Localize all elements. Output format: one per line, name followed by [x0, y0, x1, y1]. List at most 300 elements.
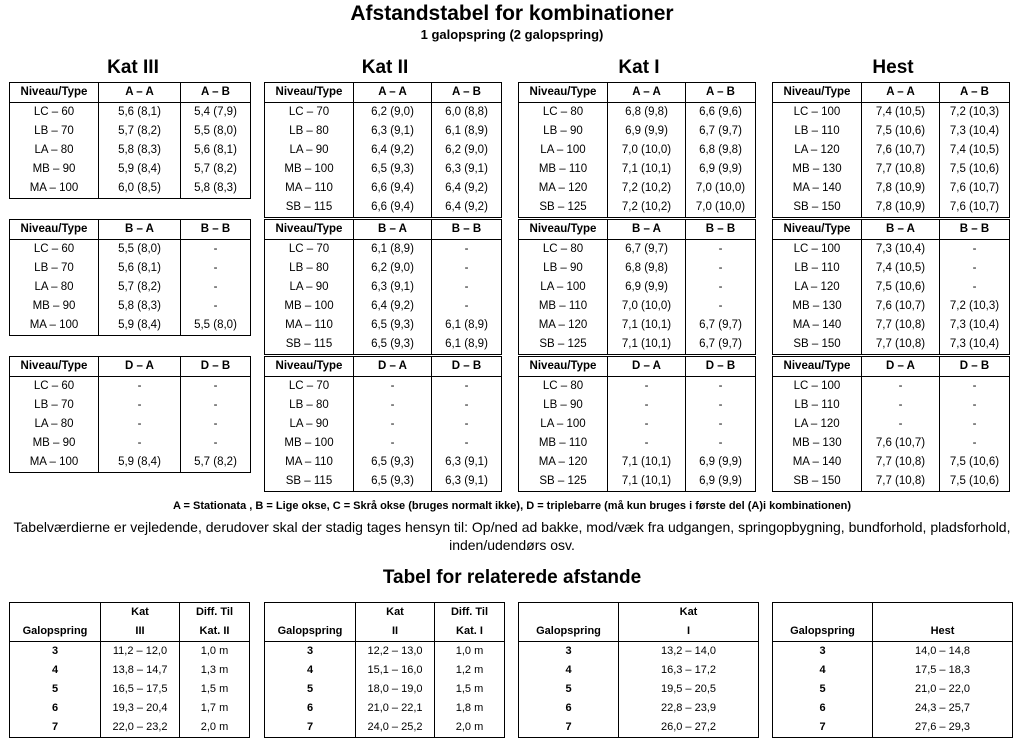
table-row: [773, 335, 1010, 355]
column-header: A – B: [686, 83, 756, 103]
table-cell: LC – 60: [10, 240, 99, 260]
table-cell: LA – 80: [10, 141, 99, 160]
table-cell: -: [608, 377, 686, 397]
table-cell: -: [432, 377, 502, 397]
column-header: D – B: [181, 357, 251, 377]
table-row: [10, 160, 251, 179]
table-cell: MB – 100: [265, 297, 354, 316]
table-cell: -: [432, 240, 502, 260]
table-cell: 1,7 m: [180, 699, 250, 718]
table-cell: 7,2 (10,2): [608, 198, 686, 218]
table-cell: 5,6 (8,1): [99, 103, 181, 123]
table-cell: 1,3 m: [180, 661, 250, 680]
table-row: [773, 160, 1010, 179]
table-row: [265, 453, 502, 472]
table-cell: 16,3 – 17,2: [619, 661, 759, 680]
table-cell: MB – 90: [10, 160, 99, 179]
column-header: Galopspring: [10, 622, 101, 642]
column-header: Niveau/Type: [773, 83, 862, 103]
table-cell: 16,5 – 17,5: [101, 680, 180, 699]
column-header: A – A: [354, 83, 432, 103]
table-cell: 24,0 – 25,2: [356, 718, 435, 738]
table-cell: -: [354, 415, 432, 434]
table-cell: 15,1 – 16,0: [356, 661, 435, 680]
column-header: Diff. Til: [180, 603, 250, 623]
table-cell: -: [354, 396, 432, 415]
table-cell: -: [181, 240, 251, 260]
table-cell: MB – 110: [519, 297, 608, 316]
table-row: [773, 122, 1010, 141]
column-header: Niveau/Type: [519, 220, 608, 240]
related-title: Tabel for relaterede afstande: [382, 567, 642, 588]
table-cell: LB – 90: [519, 122, 608, 141]
table-row: [773, 179, 1010, 198]
column-header: A – A: [99, 83, 181, 103]
table-cell: 7,5 (10,6): [940, 160, 1010, 179]
table-cell: 5,4 (7,9): [181, 103, 251, 123]
table-cell: -: [608, 434, 686, 453]
table-row: [519, 377, 756, 397]
table-cell: MA – 100: [10, 179, 99, 199]
table-row: [773, 680, 1013, 699]
table-cell: -: [99, 415, 181, 434]
table-row: [773, 472, 1010, 492]
table-row: [773, 699, 1013, 718]
table-cell: 6,0 (8,5): [99, 179, 181, 199]
table-cell: 3: [10, 642, 101, 662]
table-cell: 5,8 (8,3): [99, 297, 181, 316]
table-cell: LB – 80: [265, 396, 354, 415]
table-cell: 7,2 (10,3): [940, 297, 1010, 316]
table-cell: 24,3 – 25,7: [873, 699, 1013, 718]
table-row: [10, 680, 250, 699]
table-cell: LC – 80: [519, 240, 608, 260]
table-cell: -: [686, 415, 756, 434]
table-cell: 5: [265, 680, 356, 699]
table-cell: 6,5 (9,3): [354, 316, 432, 335]
table-cell: -: [686, 396, 756, 415]
table-cell: 22,0 – 23,2: [101, 718, 180, 738]
table-row: [519, 160, 756, 179]
column-header: Niveau/Type: [519, 83, 608, 103]
table-cell: -: [686, 240, 756, 260]
table-cell: 26,0 – 27,2: [619, 718, 759, 738]
table-cell: 7,0 (10,0): [686, 179, 756, 198]
table-cell: 5,5 (8,0): [181, 316, 251, 336]
column-header: D – A: [354, 357, 432, 377]
table-cell: 6,2 (9,0): [354, 103, 432, 123]
distance-table: [772, 356, 1010, 492]
table-cell: LC – 70: [265, 103, 354, 123]
column-header: B – A: [354, 220, 432, 240]
table-cell: LC – 60: [10, 377, 99, 397]
table-cell: 7,6 (10,7): [862, 141, 940, 160]
table-row: [265, 259, 502, 278]
table-row: [10, 122, 251, 141]
table-cell: -: [608, 415, 686, 434]
table-cell: 7,7 (10,8): [862, 316, 940, 335]
table-row: [519, 141, 756, 160]
table-cell: 7,5 (10,6): [862, 278, 940, 297]
table-cell: -: [181, 396, 251, 415]
table-cell: 6,0 (8,8): [432, 103, 502, 123]
table-row: [265, 160, 502, 179]
legend-text: A = Stationata , B = Lige okse, C = Skrå okse (bruges normalt ikke), D = triplebarre (må kun bruges i første del (A)i kombinationen): [172, 500, 852, 512]
column-header: Niveau/Type: [773, 220, 862, 240]
table-cell: -: [432, 297, 502, 316]
table-cell: 6,9 (9,9): [686, 472, 756, 492]
table-cell: 3: [265, 642, 356, 662]
related-table-hest: [772, 602, 1013, 738]
table-cell: LA – 120: [773, 141, 862, 160]
distance-table: [518, 82, 756, 218]
table-cell: 21,0 – 22,0: [873, 680, 1013, 699]
table-cell: MA – 110: [265, 316, 354, 335]
table-cell: 6,4 (9,2): [432, 179, 502, 198]
table-cell: 5,8 (8,3): [181, 179, 251, 199]
table-cell: MB – 100: [265, 160, 354, 179]
table-cell: LB – 110: [773, 259, 862, 278]
related-distance-table: [772, 602, 1013, 738]
table-cell: LA – 80: [10, 278, 99, 297]
category-title-kat-i: Kat I: [618, 57, 660, 78]
table-cell: 7: [519, 718, 619, 738]
table-cell: MA – 100: [10, 316, 99, 336]
distance-table: [9, 356, 251, 473]
table-cell: -: [686, 297, 756, 316]
table-cell: MA – 110: [265, 179, 354, 198]
table-cell: 5,6 (8,1): [181, 141, 251, 160]
table-cell: -: [686, 278, 756, 297]
column-header: D – B: [686, 357, 756, 377]
table-row: [265, 103, 502, 123]
table-cell: 7,4 (10,5): [940, 141, 1010, 160]
table-cell: LC – 80: [519, 377, 608, 397]
table-cell: MB – 130: [773, 434, 862, 453]
table-cell: -: [940, 240, 1010, 260]
category-title-hest: Hest: [872, 57, 914, 78]
table-cell: 5,5 (8,0): [181, 122, 251, 141]
table-cell: MA – 140: [773, 179, 862, 198]
column-header: Kat: [356, 603, 435, 623]
related-table-kat-iii: [9, 602, 250, 738]
column-header: B – B: [181, 220, 251, 240]
table-row: [10, 699, 250, 718]
column-header: [265, 603, 356, 623]
table-cell: 7,5 (10,6): [862, 122, 940, 141]
table-row: [519, 198, 756, 218]
distance-table: [9, 82, 251, 199]
column-header: I: [619, 622, 759, 642]
table-cell: 27,6 – 29,3: [873, 718, 1013, 738]
table-cell: 5,5 (8,0): [99, 240, 181, 260]
table-row: [265, 179, 502, 198]
table-row: [773, 141, 1010, 160]
table-cell: 6,4 (9,2): [354, 141, 432, 160]
table-cell: 5,9 (8,4): [99, 316, 181, 336]
table-cell: 6: [773, 699, 873, 718]
table-cell: MA – 120: [519, 316, 608, 335]
table-cell: 6,2 (9,0): [432, 141, 502, 160]
table-cell: SB – 150: [773, 472, 862, 492]
table-row: [265, 396, 502, 415]
table-cell: MA – 110: [265, 453, 354, 472]
table-row: [519, 472, 756, 492]
table-cell: 2,0 m: [180, 718, 250, 738]
table-row: [519, 297, 756, 316]
column-header: Kat. II: [180, 622, 250, 642]
column-header: A – B: [181, 83, 251, 103]
table-cell: 6,5 (9,3): [354, 335, 432, 355]
table-cell: MA – 120: [519, 453, 608, 472]
table-cell: 12,2 – 13,0: [356, 642, 435, 662]
table-row: [773, 198, 1010, 218]
table-row: [10, 278, 251, 297]
table-cell: LA – 90: [265, 141, 354, 160]
column-header: Niveau/Type: [265, 220, 354, 240]
table-cell: 6,4 (9,2): [432, 198, 502, 218]
distance-tables-kat-i: [518, 82, 756, 492]
table-cell: 6,4 (9,2): [354, 297, 432, 316]
table-cell: 18,0 – 19,0: [356, 680, 435, 699]
table-row: [773, 259, 1010, 278]
table-cell: 1,2 m: [435, 661, 505, 680]
related-table-kat-i: [518, 602, 759, 738]
table-cell: 7,3 (10,4): [940, 316, 1010, 335]
table-row: [265, 642, 505, 662]
table-cell: LA – 100: [519, 278, 608, 297]
table-row: [773, 415, 1010, 434]
table-cell: 6,8 (9,8): [608, 103, 686, 123]
table-row: [773, 297, 1010, 316]
table-row: [519, 642, 759, 662]
table-cell: LC – 100: [773, 240, 862, 260]
table-cell: LA – 120: [773, 278, 862, 297]
table-cell: 6,8 (9,8): [608, 259, 686, 278]
table-row: [265, 240, 502, 260]
table-cell: 3: [519, 642, 619, 662]
table-cell: 6,3 (9,1): [354, 122, 432, 141]
table-cell: 5,7 (8,2): [181, 453, 251, 473]
table-cell: MA – 140: [773, 453, 862, 472]
table-cell: 5,8 (8,3): [99, 141, 181, 160]
category-title-kat-iii: Kat III: [107, 57, 159, 78]
table-cell: 7,8 (10,9): [862, 179, 940, 198]
table-row: [519, 259, 756, 278]
table-cell: LC – 100: [773, 377, 862, 397]
distance-tables-kat-iii: [9, 82, 251, 473]
table-row: [10, 240, 251, 260]
table-cell: LB – 90: [519, 259, 608, 278]
table-cell: LB – 80: [265, 122, 354, 141]
table-cell: SB – 115: [265, 335, 354, 355]
related-distance-table: [518, 602, 759, 738]
table-cell: 6,8 (9,8): [686, 141, 756, 160]
column-header: Niveau/Type: [773, 357, 862, 377]
table-cell: 6,5 (9,3): [354, 160, 432, 179]
table-cell: MB – 90: [10, 297, 99, 316]
distance-table: [264, 219, 502, 355]
table-cell: 5,7 (8,2): [181, 160, 251, 179]
table-row: [10, 316, 251, 336]
table-cell: MB – 110: [519, 434, 608, 453]
table-row: [10, 377, 251, 397]
table-cell: 7,1 (10,1): [608, 335, 686, 355]
table-cell: 6: [10, 699, 101, 718]
table-row: [773, 642, 1013, 662]
table-cell: 6,6 (9,4): [354, 179, 432, 198]
column-header: Niveau/Type: [265, 357, 354, 377]
table-row: [10, 415, 251, 434]
table-cell: 7,2 (10,3): [940, 103, 1010, 123]
column-header: Kat: [101, 603, 180, 623]
table-cell: 6,1 (8,9): [354, 240, 432, 260]
table-row: [10, 141, 251, 160]
table-cell: -: [686, 259, 756, 278]
table-cell: -: [181, 278, 251, 297]
table-row: [265, 472, 502, 492]
column-header: Kat: [619, 603, 759, 623]
table-row: [10, 434, 251, 453]
table-cell: 22,8 – 23,9: [619, 699, 759, 718]
table-row: [265, 335, 502, 355]
column-header: D – B: [940, 357, 1010, 377]
table-cell: MB – 100: [265, 434, 354, 453]
table-cell: 19,3 – 20,4: [101, 699, 180, 718]
column-header: Hest: [873, 622, 1013, 642]
column-header: [873, 603, 1013, 623]
table-cell: 7,0 (10,0): [608, 141, 686, 160]
table-cell: 4: [265, 661, 356, 680]
table-cell: SB – 115: [265, 472, 354, 492]
table-row: [773, 661, 1013, 680]
table-row: [773, 240, 1010, 260]
table-cell: LB – 70: [10, 259, 99, 278]
table-cell: 1,8 m: [435, 699, 505, 718]
table-cell: LB – 70: [10, 122, 99, 141]
table-cell: LB – 80: [265, 259, 354, 278]
table-cell: 14,0 – 14,8: [873, 642, 1013, 662]
table-cell: -: [686, 434, 756, 453]
table-cell: 17,5 – 18,3: [873, 661, 1013, 680]
column-header: Niveau/Type: [10, 220, 99, 240]
table-row: [265, 699, 505, 718]
table-cell: 7,0 (10,0): [608, 297, 686, 316]
table-cell: 6,7 (9,7): [686, 335, 756, 355]
table-cell: LC – 70: [265, 240, 354, 260]
table-cell: -: [99, 396, 181, 415]
table-cell: 6,9 (9,9): [686, 453, 756, 472]
distance-table: [772, 219, 1010, 355]
table-row: [10, 297, 251, 316]
table-cell: 6,3 (9,1): [432, 160, 502, 179]
table-cell: 7,4 (10,5): [862, 259, 940, 278]
page-subtitle: 1 galopspring (2 galopspring): [420, 27, 604, 42]
table-row: [519, 680, 759, 699]
table-cell: 7,5 (10,6): [940, 472, 1010, 492]
table-row: [265, 661, 505, 680]
table-row: [10, 661, 250, 680]
column-header: A – B: [432, 83, 502, 103]
table-cell: -: [940, 377, 1010, 397]
table-cell: SB – 150: [773, 198, 862, 218]
table-row: [265, 122, 502, 141]
table-cell: -: [432, 396, 502, 415]
table-row: [773, 377, 1010, 397]
distance-table: [264, 82, 502, 218]
table-cell: 7,6 (10,7): [862, 434, 940, 453]
table-cell: 7,7 (10,8): [862, 472, 940, 492]
table-cell: 5: [519, 680, 619, 699]
column-header: B – A: [862, 220, 940, 240]
column-header: D – A: [608, 357, 686, 377]
table-cell: 6,2 (9,0): [354, 259, 432, 278]
table-cell: 5: [773, 680, 873, 699]
table-row: [10, 396, 251, 415]
table-cell: SB – 125: [519, 198, 608, 218]
table-row: [519, 335, 756, 355]
table-row: [10, 103, 251, 123]
table-cell: 13,8 – 14,7: [101, 661, 180, 680]
table-cell: 6,7 (9,7): [686, 122, 756, 141]
table-cell: 6,9 (9,9): [686, 160, 756, 179]
table-row: [265, 297, 502, 316]
table-cell: 7,6 (10,7): [862, 297, 940, 316]
table-cell: -: [862, 377, 940, 397]
table-cell: 1,0 m: [435, 642, 505, 662]
table-cell: 11,2 – 12,0: [101, 642, 180, 662]
table-cell: -: [181, 297, 251, 316]
column-header: Galopspring: [773, 622, 873, 642]
table-cell: 5,9 (8,4): [99, 160, 181, 179]
table-cell: 6,6 (9,4): [354, 198, 432, 218]
table-row: [519, 434, 756, 453]
table-cell: LC – 100: [773, 103, 862, 123]
table-row: [265, 377, 502, 397]
table-row: [265, 278, 502, 297]
table-cell: MA – 140: [773, 316, 862, 335]
column-header: A – A: [608, 83, 686, 103]
column-header: Diff. Til: [435, 603, 505, 623]
table-cell: LB – 110: [773, 396, 862, 415]
table-cell: LC – 60: [10, 103, 99, 123]
table-cell: SB – 115: [265, 198, 354, 218]
table-row: [773, 316, 1010, 335]
table-cell: 7,3 (10,4): [940, 122, 1010, 141]
table-cell: 7,7 (10,8): [862, 335, 940, 355]
table-cell: 7,4 (10,5): [862, 103, 940, 123]
column-header: Niveau/Type: [10, 83, 99, 103]
table-row: [519, 718, 759, 738]
column-header: D – A: [862, 357, 940, 377]
table-cell: -: [608, 396, 686, 415]
column-header: [519, 603, 619, 623]
table-cell: 6,6 (9,6): [686, 103, 756, 123]
table-row: [519, 453, 756, 472]
table-row: [519, 122, 756, 141]
table-cell: 7,3 (10,4): [940, 335, 1010, 355]
table-cell: 4: [773, 661, 873, 680]
table-cell: -: [686, 377, 756, 397]
table-cell: 7,6 (10,7): [940, 198, 1010, 218]
table-cell: -: [99, 377, 181, 397]
table-cell: LA – 90: [265, 415, 354, 434]
table-cell: LB – 70: [10, 396, 99, 415]
distance-table: [518, 356, 756, 492]
table-cell: 7: [10, 718, 101, 738]
table-cell: 6,7 (9,7): [608, 240, 686, 260]
table-cell: 6: [265, 699, 356, 718]
